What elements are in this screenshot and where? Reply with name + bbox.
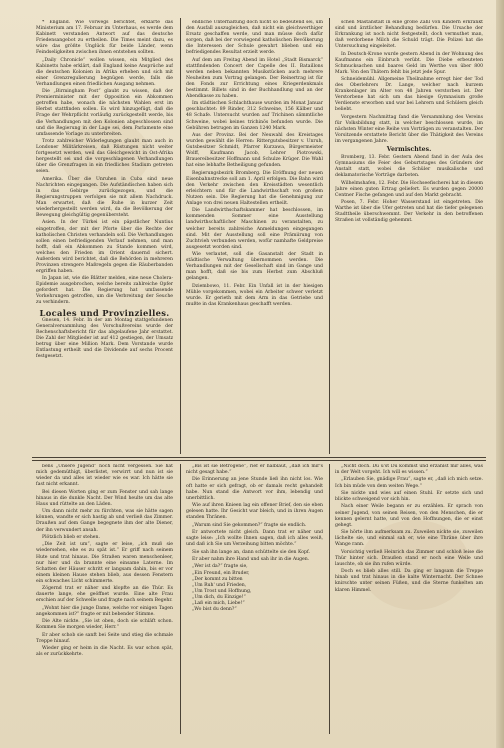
serial-paragraph: Er aber nahm ihre Hand und sah ihr in die Augen.	[192, 557, 310, 563]
verse-line: „Wo bist du denn?“	[192, 607, 237, 613]
news-paragraph: * England. Wie vorwegs berichtet, erklärte das Ministerium am 17. Februar im Unterhaus, es werde dem Kabinett verstanden Antwort auf das deutsche Friedensangebot zu ertheilen. Die Times meint dazu, es wäre das größte Unglück für beide Länder, wenn Feindseligkeiten zwischen ihnen entstehen sollten.	[36, 20, 173, 56]
serial-paragraph: Zögernd trat er näher und klopfte an die Thür. Es dauerte lange, ehe geöffnet wurde. Eine alte Frau erschien auf der Schwelle und fragte nach seinem Begehr.	[36, 586, 173, 604]
column-rule	[329, 18, 330, 454]
serial-paragraph: Vorsichtig verließ Heinrich das Zimmer und schloß leise die Thür hinter sich. Draußen stand er noch eine Weile und lauschte, ob sie ihn rufen würde.	[335, 549, 483, 567]
news-paragraph: Bromberg, 13. Febr. Gestern Abend fand in der Aula des Gymnasiums die Feier des Geburtstages des Gründers der Anstalt statt, wobei die Schüler musikalische und deklamatorische Vorträge darboten.	[335, 155, 483, 179]
news-paragraph: Auf dem am Freitag Abend im Hotel „Stadt Bismarck“ stattfindenden Concert der Capelle des II. Bataillons werden neben bekannten Musikstücken auch mehrere Neuheiten zum Vortrag gelangen. Der Reinertrag ist für den Fonds zur Errichtung eines Kriegerdenkmals bestimmt. Billets sind in der Buchhandlung und an der Abendkasse zu haben.	[186, 57, 323, 99]
column-rule	[329, 464, 330, 734]
verse-line: „Um Ruh' und Frieden,	[192, 582, 247, 588]
news-paragraph: In Deutsch-Krone wurde gestern Abend in der Wohnung des Kaufmanns ein Einbruch verübt. Die Diebe erbeuteten Schmucksachen und baares Geld im Werthe von über 800 Mark. Von den Thätern fehlt bis jetzt jede Spur.	[335, 51, 483, 75]
verse-line: „Um dich, du Einzige!“	[192, 594, 246, 600]
serial-paragraph: „Die Zeit ist um“, sagte er leise, „ich muß sie wiedersehen, ehe es zu spät ist.“ Er griff nach seinem Hute und trat hinaus. Die Straßen waren menschenleer, nur hier und da brannte eine einsame Laterne. Im Schatten der Häuser schritt er langsam dahin, bis er vor einem kleinen Hause stehen blieb, aus dessen Fenstern ein schwaches Licht schimmerte.	[36, 542, 173, 584]
serial-paragraph: „Erlauben Sie, gnädige Frau“, sagte er, „daß ich mich setze. Ich bin müde von dem weiten Wege.“	[335, 477, 483, 489]
serial-paragraph: Wieder ging er heim in die Nacht. Es war schon spät, als er zurückkehrte.	[36, 646, 173, 658]
news-paragraph: Dziembowo, 11. Febr. Ein Unfall ist in der hiesigen Mühle vorgekommen, wobei ein Arbeiter schwer verletzt wurde. Er gerieth mit dem Arm in das Getriebe und mußte in das Krankenhaus geschafft werden.	[186, 283, 323, 307]
serial-paragraph: Die Alte nickte. „Sie ist oben, doch sie schläft schon. Kommen Sie morgen wieder, Herr.“	[36, 619, 173, 631]
news-paragraph: Im städtischen Schlachthause wurden im Monat Januar geschlachtet: 89 Rinder, 312 Schweine, 156 Kälber und 48 Schafe. Untersucht wurden auf Trichinen sämmtliche Schweine, wobei keines trichinös befunden wurde. Die Gebühren betrugen im Ganzen 1240 Mark.	[186, 101, 323, 131]
news-column-1	[36, 20, 173, 420]
page-edge	[496, 0, 504, 748]
news-paragraph: In Japan ist, wie die Blätter melden, eine neue Cholera-Epidemie ausgebrochen, welche bereits zahlreiche Opfer gefordert hat. Die Regierung hat umfassende Vorkehrungen getroffen, um die Verbreitung der Seuche zu verhindern.	[36, 276, 173, 306]
feuilleton-divider	[32, 460, 486, 461]
verse-line: „Wer ist da?“ fragte sie,	[192, 564, 248, 570]
news-paragraph: endliche Unterhaltung doch nicht so bedeutend sei, um den Ausfall auszugleichen, daß nicht ein gleichwerthiger Ersatz geschaffen werde, und man müsse doch dafür sorgen, daß bei der vorwiegend katholischen Bevölkerung die Interessen der Schule gewahrt blieben und ein befriedigendes Resultat erzielt werde.	[186, 20, 323, 56]
serial-paragraph: „Bis ist sie Betrogene“, rief er halblaut, „daß ich mir's nicht gesagt habe.“	[186, 464, 323, 476]
serial-paragraph: Doch es blieb alles still. Da ging er langsam die Treppe hinab und trat hinaus in die kalte Winternacht. Der Schnee knirschte unter seinen Füßen, und die Sterne funkelten am klaren Himmel.	[335, 569, 483, 593]
serial-paragraph: Plötzlich blieb er stehen.	[42, 534, 100, 540]
news-paragraph: Schneidemühl. Allgemeine Theilnahme erregt hier der Tod des Oberlehrers Dr. Lange, welcher nach kurzem Krankenlager im Alter von 48 Jahren verstorben ist. Der Verstorbene hat sich um das hiesige Gymnasium große Verdienste erworben und war bei Lehrern und Schülern gleich beliebt.	[335, 77, 483, 113]
serial-paragraph: Bei diesen Worten ging er zum Fenster und sah lange hinaus in die dunkle Nacht. Der Wind heulte um das alte Haus und rüttelte an den Läden.	[36, 489, 173, 507]
news-paragraph: Regierungsbezirk Bromberg. Die Eröffnung der neuen Eisenbahnstrecke soll am 1. April erfolgen. Die Bahn wird den Verkehr zwischen den Kreisstädten wesentlich erleichtern und für die Landwirthschaft von großem Nutzen sein. Die Regierung hat die Genehmigung zur Anlage von drei neuen Haltestellen ertheilt.	[186, 170, 323, 206]
serial-paragraph: Sie sah ihn lange an, dann schüttelte sie den Kopf.	[192, 549, 310, 555]
serial-paragraph: Um dann nicht mehr zu fürchten, was sie hätte sagen können, wandte er sich hastig ab und verließ das Zimmer. Draußen auf dem Gange begegnete ihm der alte Diener, der ihn verwundert ansah.	[36, 509, 173, 533]
news-paragraph: schen Mastanstalt in eine große Zahl von Kindern erkrankt sind und ärztlicher Behandlung bedürfen. Die Ursache der Erkrankung ist noch nicht festgestellt, doch vermuthet man, daß verdorbene Milch die Schuld trägt. Die Polizei hat die Untersuchung eingeleitet.	[335, 20, 483, 50]
serial-column-3	[335, 464, 483, 730]
news-paragraph: Gnesen, 14. Febr. In der am Montag stattgefundenen Generalversammlung des Vorschußvereins wurde der Rechenschaftsbericht für das abgelaufene Jahr erstattet. Die Zahl der Mitglieder ist auf 412 gestiegen, der Umsatz betrug über eine Million Mark. Dem Vorstande wurde Entlastung ertheilt und die Dividende auf sechs Procent festgesetzt.	[36, 317, 173, 359]
serial-paragraph: Die Erinnerung an jene Stunde ließ ihn nicht los. Wie oft hatte er sich gefragt, ob er damals recht gehandelt habe. Nun stand die Antwort vor ihm, lebendig und unerbittlich.	[186, 477, 323, 501]
news-paragraph: Aus der Provinz. Bei der Neuwahl des Kreistages wurden gewählt die Herren: Rittergutsbesitzer v. Unruh, Gutsbesitzer Schmidt, Pfarrer Kurzawa, Bürgermeister Wolff, Kaufmann Jacob, Lehrer Piotrowski, Brauereibesitzer Hoffmann und Schulze Krüger. Die Wahl hat eine lebhafte Betheiligung gefunden.	[186, 133, 323, 169]
serial-paragraph: Sie hörte ihm aufmerksam zu. Zuweilen nickte sie, zuweilen lächelte sie, und einmal sah er, wie eine Thräne über ihre Wange rann.	[335, 530, 483, 548]
section-title: Locales und Provinzielles.	[39, 307, 170, 318]
serial-paragraph: „Nicht doch. Du u'st Du kommst und erzählst mir alles, was in der Welt vorgeht. Ich will es wissen.“	[335, 464, 483, 476]
news-paragraph: Posen, 7. Febr. Hoher Wasserstand ist eingetreten. Die Warthe ist über die Ufer getreten und hat die tiefer gelegenen Stadttheile überschwemmt. Der Verkehr in den betroffenen Straßen ist vollständig gehemmt.	[335, 200, 483, 224]
news-paragraph: Amerika. Über die Unruhen in Cuba sind neue Nachrichten eingegangen. Die Aufständischen haben sich in das Gebirge zurückgezogen, und die Regierungstruppen verfolgen sie mit allem Nachdruck. Man erwartet, daß die Ruhe in kurzer Zeit wiederhergestellt werden wird, da die Bevölkerung der Bewegung gleichgültig gegenübersteht.	[36, 176, 173, 219]
column-rule	[180, 18, 181, 454]
column-rule	[180, 464, 181, 734]
news-column-2	[186, 20, 323, 472]
serial-paragraph: bens „Unsere Jugend“ noch nicht vergessen. Sie hat mich gedemüthigt, überlistet, verwirrt und nun ist sie wieder da und alles ist wieder wie es war. Ich hätte sie fast nicht erkannt.	[36, 464, 173, 488]
serial-paragraph: „Wohnt hier die junge Dame, welche vor einigen Tagen angekommen ist?“ fragte er mit bebender Stimme.	[36, 605, 173, 617]
news-paragraph: Die „Birmingham Post“ glaubt zu wissen, daß der Premierminister mit der Opposition ein Abkommen getroffen habe, wonach die nächsten Wahlen erst im Herbst stattfinden sollen. Es wird hinzugefügt, daß die Frage der Wehrpflicht vorläufig zurückgestellt werde, bis die Verhandlungen mit den Kolonien abgeschlossen sind und die Regierung in der Lage sei, dem Parlamente eine umfassende Vorlage zu unterbreiten.	[36, 89, 173, 137]
serial-paragraph: „Warum sind Sie gekommen?“ fragte sie endlich.	[192, 522, 307, 528]
news-paragraph: Die Landwirthschaftskammer hat beschlossen, im kommenden Sommer eine Ausstellung landwirthschaftlicher Maschinen zu veranstalten, zu welcher bereits zahlreiche Anmeldungen eingegangen sind. Mit der Ausstellung soll eine Prämiirung von Zuchtvieh verbunden werden, wofür namhafte Geldpreise ausgesetzt worden sind.	[186, 208, 323, 250]
news-paragraph: Wilhelmshafen, 12. Febr. Die Hochseefischerei hat in diesem Jahre einen guten Ertrag geliefert. Es wurden gegen 20000 Centner Fische gefangen und auf den Markt gebracht.	[335, 180, 483, 198]
news-paragraph: Wie verlautet, soll die Gasanstalt der Stadt in städtische Verwaltung übernommen werden. Die Verhandlungen mit der Gesellschaft sind im Gange und man hofft, daß sie bis zum Herbst zum Abschluß gelangen.	[186, 252, 323, 282]
serial-paragraph: Wie auf ihren Knieen lag ein offener Brief, den sie eben gelesen hatte. Ihr Gesicht war bleich, und in ihren Augen standen Thränen.	[186, 503, 323, 521]
verse-line: „Der kommt zu bitten	[192, 576, 243, 582]
news-column-3	[335, 20, 483, 412]
section-subtitle: Vermischtes.	[386, 146, 432, 154]
news-paragraph: Asien. In der Türkei ist ein päpstlicher Nuntius eingetroffen, der mit der Pforte über die Rechte der katholischen Christen verhandeln soll. Die Verhandlungen sollen einen befriedigenden Verlauf nehmen, und man hofft, daß ein Abkommen zu Stande kommen wird, welches den Frieden im Orient dauernd sichert. Außerdem wird berichtet, daß die Behörden in mehreren Provinzen strengere Maßregeln gegen die Räuberbanden ergriffen haben.	[36, 220, 173, 274]
serial-column-1	[36, 464, 173, 730]
serial-paragraph: Er antwortete nicht gleich. Dann trat er näher und sagte leise: „Ich wollte Ihnen sagen, daß ich alles weiß, und daß ich Sie um Verzeihung bitten möchte.“	[186, 530, 323, 548]
verse-line: „Laß ein mich, Liebe!“	[192, 601, 245, 607]
verse-line: „Ein Freund, ein Bruder,	[192, 570, 250, 576]
feuilleton-divider	[32, 457, 486, 458]
serial-paragraph: Er aber schob sie sanft bei Seite und stieg die schmale Treppe hinauf.	[36, 632, 173, 644]
serial-paragraph: Sie nickte und wies auf einen Stuhl. Er setzte sich und blickte schweigend vor sich hin.	[335, 490, 483, 503]
serial-column-2	[186, 464, 323, 730]
news-paragraph: Vorgestern Nachmittag fand die Versammlung des Vereins für Volksbildung statt, in welcher beschlossen wurde, im nächsten Winter eine Reihe von Vorträgen zu veranstalten. Der Vorsitzende erstattete Bericht über die Thätigkeit des Vereins im vergangenen Jahre.	[335, 114, 483, 145]
news-paragraph: „Daily Chronicle“ wollen wissen, ein Mitglied des Kabinetts habe erklärt, daß England keine Ansprüche auf die deutschen Kolonien in Afrika erheben und sich mit einer Grenzregulierung begnügen werde, falls die Verhandlungen einen friedlichen Ausgang nehmen.	[36, 57, 173, 87]
serial-paragraph: Nach einer Weile begann er zu erzählen. Er sprach von seiner Jugend, von seinen Reisen, von den Menschen, die er kennen gelernt hatte, und von den Hoffnungen, die er einst gehegt.	[335, 504, 483, 528]
news-paragraph: Trotz zahlreicher Widerlegungen glaubt man auch in Londoner Militärkreisen, daß Rüstungen nicht weiter fortgesetzt werden, weil das Gleichgewicht in Ost-Afrika hergestellt sei und die vorgeschlagenen Verhandlungen über die Grenzfragen in ein friedliches Stadium getreten seien.	[36, 139, 173, 175]
verse-line: „Um Trost und Hoffnung,	[192, 588, 252, 594]
